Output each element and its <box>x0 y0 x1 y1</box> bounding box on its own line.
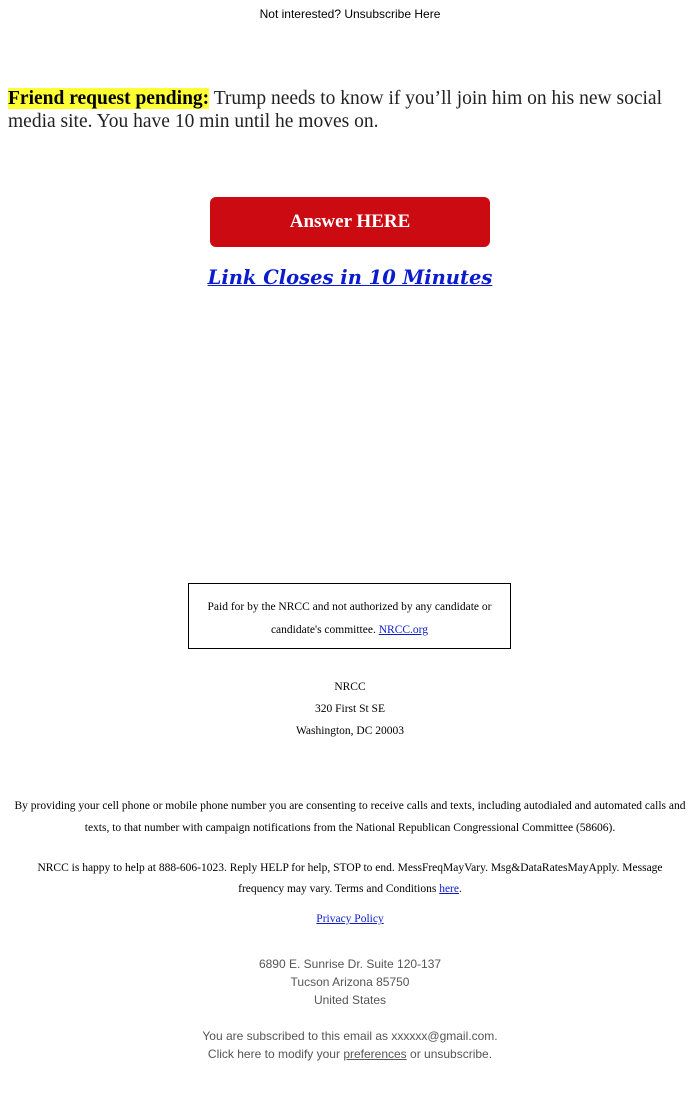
privacy-policy-link[interactable]: Privacy Policy <box>316 913 384 925</box>
consent-text: By providing your cell phone or mobile phone number you are consenting to receive calls and texts, including autodialed and automated calls and texts, to that number with campaign notifications from the National Republican Congressional Committee (58606). <box>14 800 686 834</box>
paid-for-disclaimer <box>188 583 511 649</box>
help-text <box>20 858 680 900</box>
terms-link[interactable]: here <box>439 883 459 895</box>
postal-address <box>0 955 700 1009</box>
postal-line: 6890 E. Sunrise Dr. Suite 120-137 <box>258 957 442 971</box>
link-closes-link[interactable]: Link Closes in 10 Minutes <box>207 266 493 289</box>
postal-line: United States <box>313 993 387 1007</box>
unsubscribe-header <box>0 7 700 21</box>
headline <box>8 87 688 133</box>
link-closes <box>0 266 700 289</box>
modify-line <box>0 1045 700 1063</box>
address-line: NRCC <box>334 681 366 693</box>
modify-post: or unsubscribe. <box>406 1047 493 1061</box>
postal-line: Tucson Arizona 85750 <box>290 975 410 989</box>
nrcc-address <box>0 676 700 742</box>
unsubscribe-link[interactable]: Not interested? Unsubscribe Here <box>259 7 441 21</box>
modify-pre: Click here to modify your <box>207 1047 344 1061</box>
address-line: 320 First St SE <box>315 703 385 715</box>
address-line: Washington, DC 20003 <box>295 725 404 737</box>
headline-body: Trump needs to know if you’ll join him on his new social media site. You have 10 min until he moves on. <box>8 88 662 132</box>
nrcc-link[interactable]: NRCC.org <box>378 624 429 636</box>
preferences-link[interactable]: preferences <box>343 1047 407 1061</box>
disclaimer-text: Paid for by the NRCC and not authorized by any candidate or candidate's committee. <box>207 601 492 636</box>
subscribed-line: You are subscribed to this email as xxxxxx@gmail.com. <box>202 1029 498 1043</box>
subscription-info <box>0 1027 700 1063</box>
privacy-section <box>0 913 700 925</box>
answer-button[interactable]: Answer HERE <box>210 197 490 247</box>
help-end: . <box>458 883 462 895</box>
headline-highlight: Friend request pending: <box>8 88 210 109</box>
help-body: NRCC is happy to help at 888-606-1023. Reply HELP for help, STOP to end. MessFreqMayVary. Msg&DataRatesMayApply. Message frequency may vary. Terms and Conditions <box>37 862 663 895</box>
